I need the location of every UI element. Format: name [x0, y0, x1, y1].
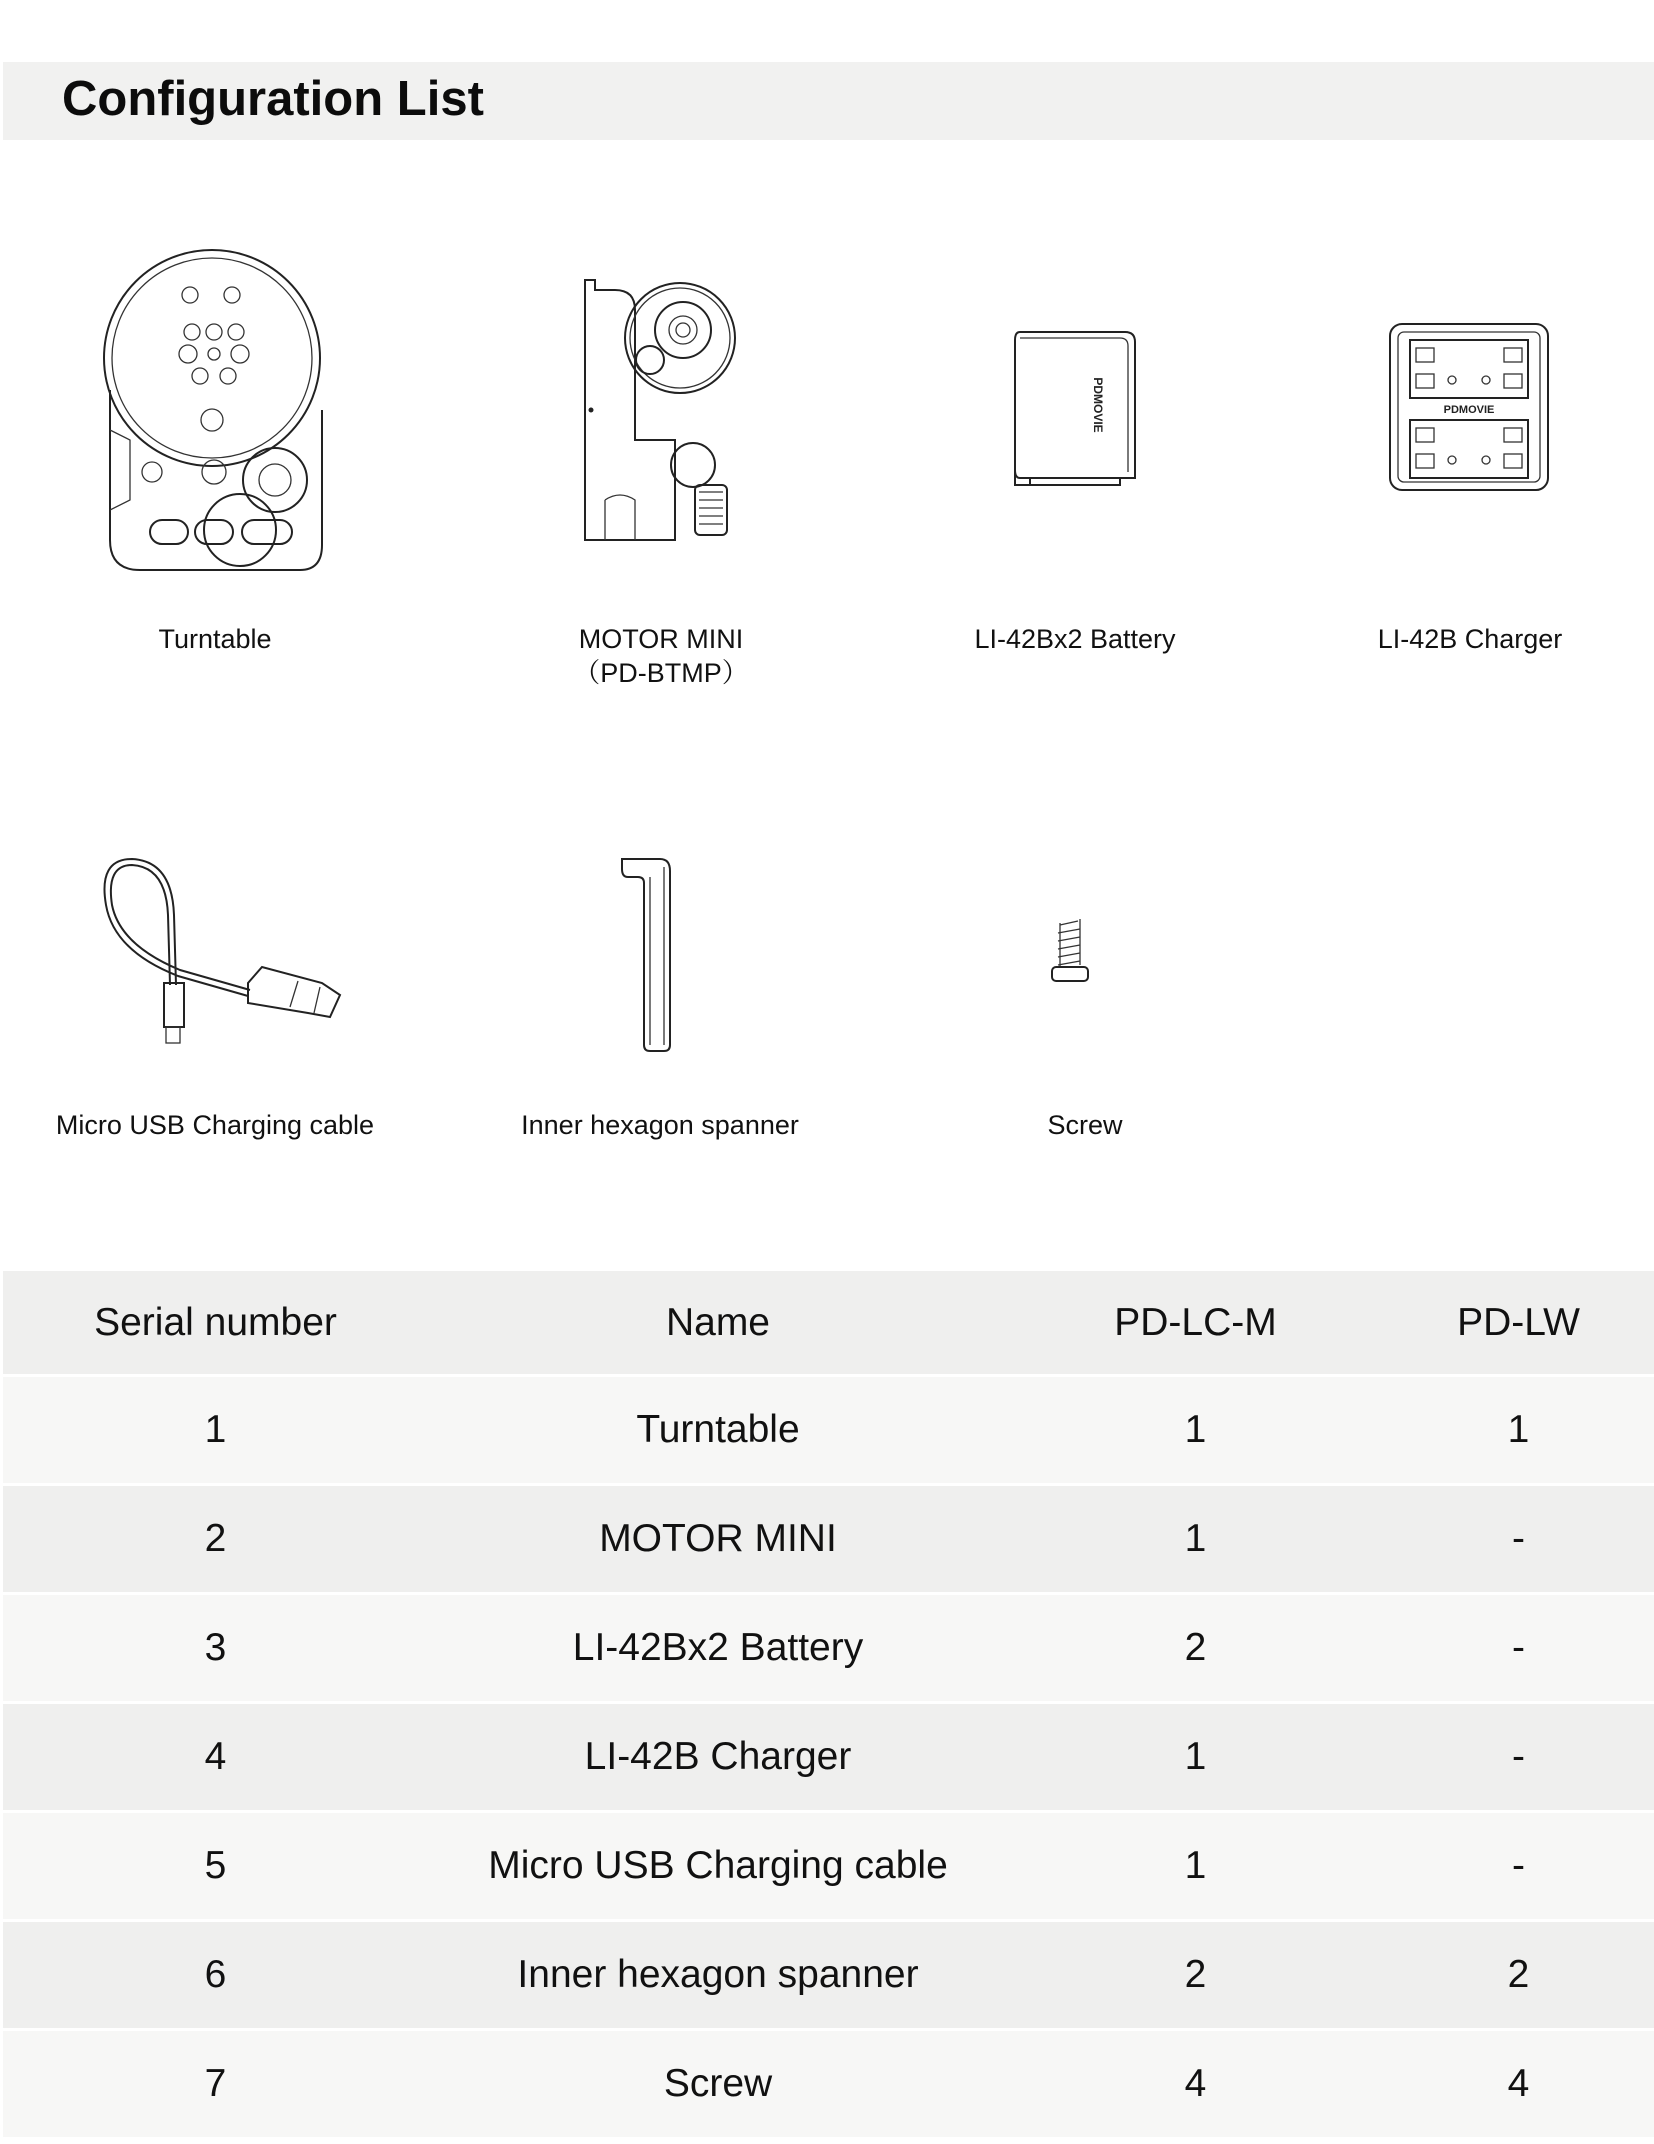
motor-mini-icon: [545, 270, 777, 570]
item-label-screw: Screw: [1047, 1110, 1123, 1140]
cell-pd-lw: -: [1383, 1812, 1654, 1921]
cell-name: MOTOR MINI: [428, 1485, 1008, 1594]
item-label-turntable: Turntable: [158, 624, 272, 654]
cell-name: LI-42B Charger: [428, 1703, 1008, 1812]
item-label-charger: LI-42B Charger: [1377, 624, 1563, 654]
cell-name: Inner hexagon spanner: [428, 1921, 1008, 2030]
header-pd-lw: PD-LW: [1383, 1271, 1654, 1376]
cell-serial: 6: [3, 1921, 428, 2030]
cell-serial: 1: [3, 1376, 428, 1485]
table-row: [3, 2030, 1654, 2139]
item-label-motor-mini-line2: （PD-BTMP）: [573, 658, 749, 688]
cell-serial: 7: [3, 2030, 428, 2139]
cell-name: Micro USB Charging cable: [428, 1812, 1008, 1921]
cell-pd-lw: -: [1383, 1703, 1654, 1812]
cell-name: LI-42Bx2 Battery: [428, 1594, 1008, 1703]
cell-pd-lw: 1: [1383, 1376, 1654, 1485]
item-screw: [960, 855, 1210, 1155]
cell-pd-lw: 4: [1383, 2030, 1654, 2139]
item-battery: [960, 320, 1190, 690]
battery-icon: [960, 320, 1190, 500]
cell-pd-lw: 2: [1383, 1921, 1654, 2030]
cell-serial: 5: [3, 1812, 428, 1921]
screw-icon: [960, 855, 1210, 1055]
header-serial-number: Serial number: [3, 1271, 428, 1376]
table-row: [3, 1485, 1654, 1594]
cell-name: Turntable: [428, 1376, 1008, 1485]
table-header-row: [3, 1271, 1654, 1376]
item-charger: [1360, 320, 1580, 690]
header-name: Name: [428, 1271, 1008, 1376]
item-usb-cable: [40, 855, 390, 1155]
cell-serial: 4: [3, 1703, 428, 1812]
table-row: [3, 1594, 1654, 1703]
table-row: [3, 1703, 1654, 1812]
cell-serial: 3: [3, 1594, 428, 1703]
cell-pd-lw: -: [1383, 1594, 1654, 1703]
table-row: [3, 1921, 1654, 2030]
table-row: [3, 1812, 1654, 1921]
cell-pd-lc-m: 1: [1008, 1485, 1383, 1594]
turntable-icon: [100, 240, 330, 580]
cell-name: Screw: [428, 2030, 1008, 2139]
item-hex-spanner: [510, 855, 810, 1155]
cell-pd-lc-m: 1: [1008, 1376, 1383, 1485]
cell-pd-lw: -: [1383, 1485, 1654, 1594]
charger-icon: [1360, 320, 1580, 500]
cell-serial: 2: [3, 1485, 428, 1594]
cell-pd-lc-m: 2: [1008, 1594, 1383, 1703]
page-title: Configuration List: [62, 72, 484, 126]
usb-cable-icon: [40, 855, 390, 1055]
table-row: [3, 1376, 1654, 1485]
item-motor-mini: [545, 270, 777, 690]
header-pd-lc-m: PD-LC-M: [1008, 1271, 1383, 1376]
item-label-hex-spanner: Inner hexagon spanner: [521, 1110, 799, 1140]
item-label-motor-mini-line1: MOTOR MINI: [578, 624, 744, 654]
item-turntable: [100, 240, 330, 654]
hex-spanner-icon: [510, 855, 810, 1055]
cell-pd-lc-m: 2: [1008, 1921, 1383, 2030]
cell-pd-lc-m: 1: [1008, 1812, 1383, 1921]
charger-brand-text: PDMOVIE: [1443, 404, 1495, 416]
cell-pd-lc-m: 4: [1008, 2030, 1383, 2139]
item-label-battery: LI-42Bx2 Battery: [974, 624, 1176, 654]
battery-brand-text: PDMOVIE: [1091, 377, 1105, 433]
item-label-usb-cable: Micro USB Charging cable: [55, 1110, 375, 1140]
cell-pd-lc-m: 1: [1008, 1703, 1383, 1812]
configuration-table: [3, 1271, 1654, 2140]
